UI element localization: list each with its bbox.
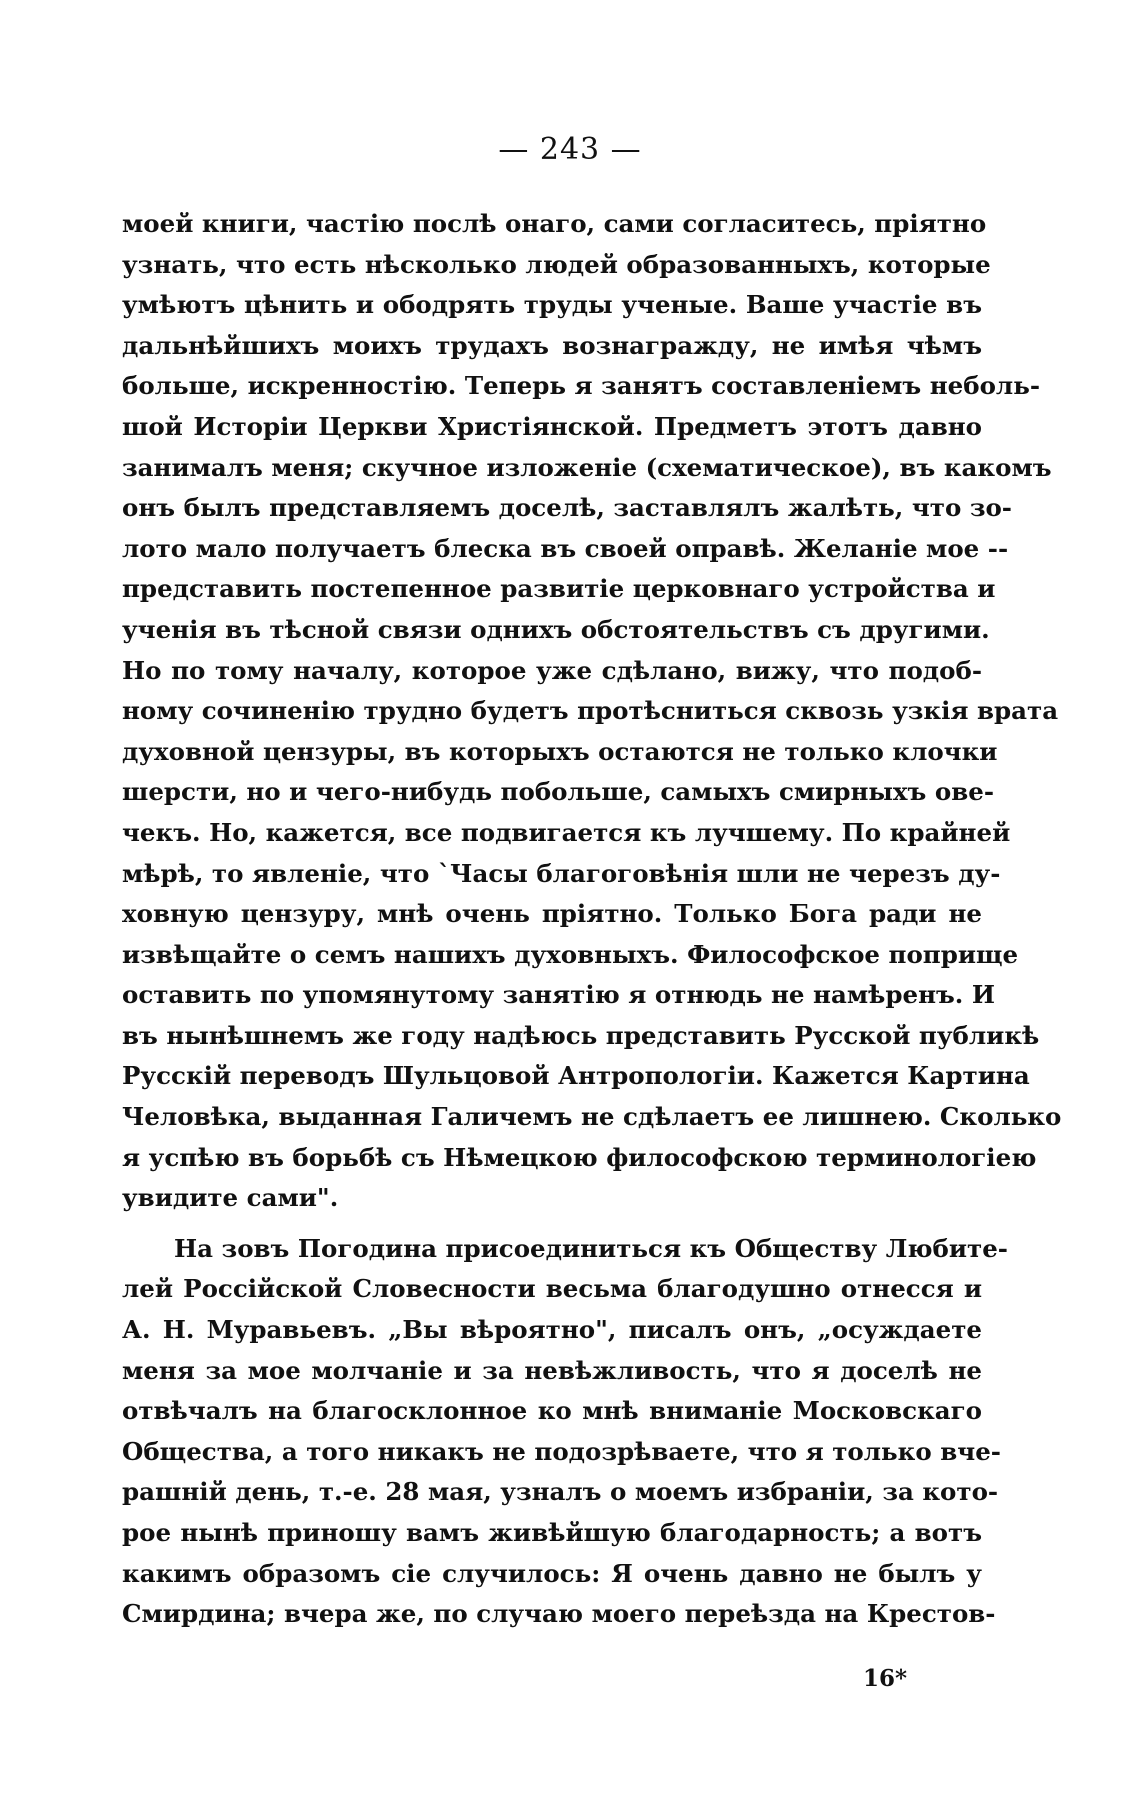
text-line: шерсти, но и чего-нибудь побольше, самыхъ смирныхъ ове-: [122, 777, 994, 807]
text-line: Смирдина; вчера же, по случаю моего переѣзда на Крестов-: [122, 1599, 996, 1629]
paragraph-end-line: увидите сами".: [122, 1183, 339, 1213]
text-line: рое нынѣ приношу вамъ живѣйшую благодарность; а вотъ: [122, 1518, 982, 1547]
text-line: дальнѣйшихъ моихъ трудахъ вознагражду, не имѣя чѣмъ: [122, 330, 982, 360]
page-number: — 243 —: [498, 132, 642, 167]
text-line: ховную цензуру, мнѣ очень пріятно. Только Бога ради не: [122, 899, 982, 929]
text-line: какимъ образомъ сіе случилось: Я очень давно не былъ у: [122, 1558, 982, 1588]
text-line: Общества, а того никакъ не подозрѣваете, что я только вче-: [122, 1436, 1001, 1466]
text-line: духовной цензуры, въ которыхъ остаются не только клочки: [122, 736, 998, 766]
text-line: меня за мое молчаніе и за невѣжливость, что я доселѣ не: [122, 1355, 982, 1385]
text-line: я успѣю въ борьбѣ съ Нѣмецкою философскою терминологіею: [122, 1142, 1037, 1172]
text-line: представить постепенное развитіе церковнаго устройства и: [122, 574, 996, 604]
text-line: шой Исторіи Церкви Христіянской. Предметъ этотъ давно: [122, 411, 982, 441]
text-line: лей Россійской Словесности весьма благодушно отнесся и: [122, 1274, 982, 1304]
text-line: оставить по упомянутому занятію я отнюдь не намѣренъ. И: [122, 980, 996, 1010]
text-line: узнать, что есть нѣсколько людей образованныхъ, которые: [122, 249, 991, 279]
text-line: умѣютъ цѣнить и ободрять труды ученые. Ваше участіе въ: [122, 290, 982, 320]
signature-mark: 16*: [863, 1665, 908, 1692]
text-line: больше, искренностію. Теперь я занятъ составленіемъ неболь-: [122, 371, 1040, 401]
text-line: извѣщайте о семъ нашихъ духовныхъ. Философское поприще: [122, 939, 1019, 969]
text-line: мѣрѣ, то явленіе, что `Часы благоговѣнія шли не черезъ ду-: [122, 858, 1001, 888]
text-line: ученія въ тѣсной связи однихъ обстоятельствъ съ другими.: [122, 614, 990, 644]
text-line: рашній день, т.-е. 28 мая, узналъ о моемъ избраніи, за кото-: [122, 1477, 999, 1507]
text-line: отвѣчалъ на благосклонное ко мнѣ вниманіе Московскаго: [122, 1396, 982, 1426]
text-line: моей книги, частію послѣ онаго, сами согласитесь, пріятно: [122, 209, 987, 238]
body-text: [122, 204, 1062, 1635]
text-line: Человѣка, выданная Галичемъ не сдѣлаетъ ее лишнею. Сколько: [122, 1102, 1062, 1132]
text-line: Но по тому началу, которое уже сдѣлано, вижу, что подоб-: [122, 655, 982, 685]
text-line: въ нынѣшнемъ же году надѣюсь представить Русской публикѣ: [122, 1020, 1040, 1050]
text-line: занималъ меня; скучное изложеніе (схематическое), въ какомъ: [122, 452, 1052, 482]
paragraph-start-line: На зовъ Погодина присоединиться къ Обществу Любите-: [174, 1233, 1008, 1263]
text-line: онъ былъ представляемъ доселѣ, заставлялъ жалѣть, что зо-: [122, 493, 1012, 523]
text-line: Русскій переводъ Шульцовой Антропологіи. Кажется Картина: [122, 1061, 1030, 1091]
text-line: ному сочиненію трудно будетъ протѣсниться сквозь узкія врата: [122, 696, 1059, 726]
paragraph-gap: [122, 1219, 982, 1229]
text-line: чекъ. Но, кажется, все подвигается къ лучшему. По крайней: [122, 817, 1011, 847]
text-line: лото мало получаетъ блеска въ своей оправѣ. Желаніе мое --: [122, 533, 1009, 563]
text-line: А. Н. Муравьевъ. „Вы вѣроятно", писалъ онъ, „осуждаете: [122, 1315, 982, 1345]
